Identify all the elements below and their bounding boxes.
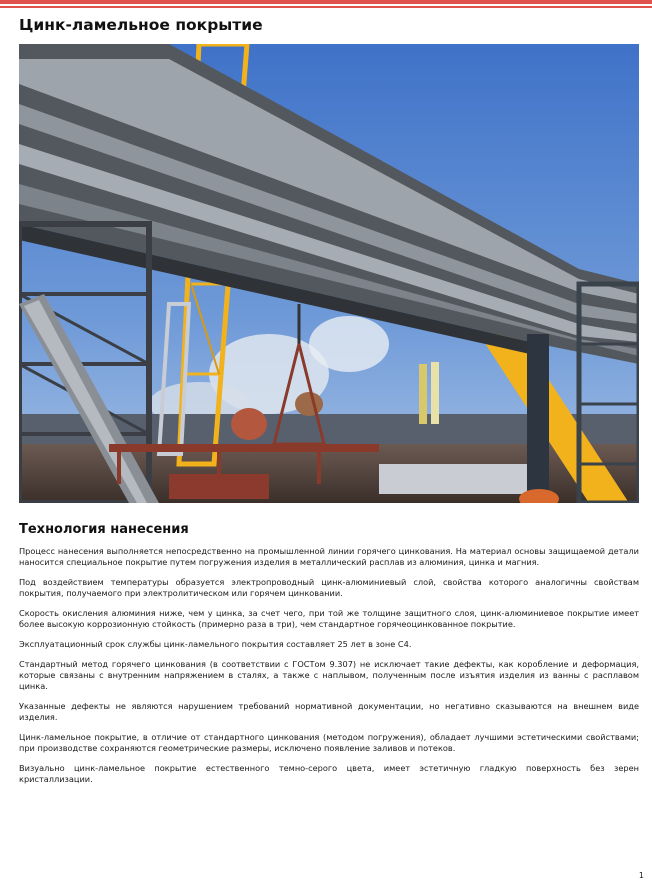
header-accent-line <box>0 6 652 8</box>
paragraph: Указанные дефекты не являются нарушением требований нормативной документации, но негативно сказываются на внешнем виде изделия. <box>19 701 639 722</box>
paragraph: Под воздействием температуры образуется электропроводный цинк-алюминиевый слой, свойства которого аналогичны свойствам покрытия, получаемого при электролитическом или горячем цинковании. <box>19 577 639 598</box>
header-accent-bar <box>0 0 652 4</box>
page-title: Цинк-ламельное покрытие <box>19 16 263 34</box>
paragraph: Процесс нанесения выполняется непосредственно на промышленной линии горячего цинкования. На материал основы защищаемой детали наносится специальное покрытие путем погружения изделия в металлический расплав из алюминия, цинка и магния. <box>19 546 639 567</box>
industrial-pipe-rack-photo <box>19 44 639 503</box>
body-text <box>19 546 639 794</box>
section-heading: Технология нанесения <box>19 522 189 537</box>
paragraph: Визуально цинк-ламельное покрытие естественного темно-серого цвета, имеет эстетичную гладкую поверхность без зерен кристаллизации. <box>19 763 639 784</box>
paragraph: Цинк-ламельное покрытие, в отличие от стандартного цинкования (методом погружения), обладает лучшими эстетическими свойствами; при производстве сохраняются геометрические размеры, исключено появление заливов и потеков. <box>19 732 639 753</box>
paragraph: Эксплуатационный срок службы цинк-ламельного покрытия составляет 25 лет в зоне С4. <box>19 639 412 649</box>
paragraph: Стандартный метод горячего цинкования (в соответствии с ГОСТом 9.307) не исключает такие дефекты, как коробление и деформация, которые связаны с внутренним напряжением в сталях, а также с наплывом, полученным после изъятия изделия из ванны с расплавом цинка. <box>19 659 639 691</box>
paragraph: Скорость окисления алюминия ниже, чем у цинка, за счет чего, при той же толщине защитного слоя, цинк-алюминиевое покрытие имеет более высокую коррозионную стойкость (примерно раза в три), чем стандартное горячеоцинкованное покрытие. <box>19 608 639 629</box>
page-number: 1 <box>638 871 644 880</box>
